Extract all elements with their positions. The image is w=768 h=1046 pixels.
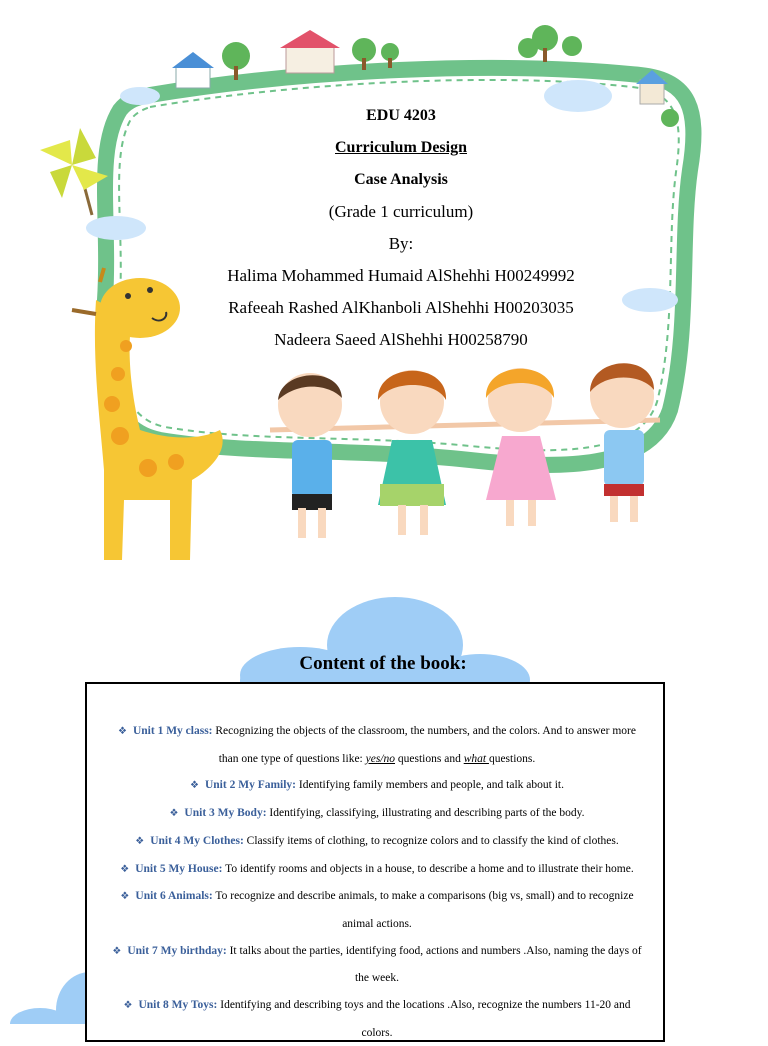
unit-text-end: questions. — [488, 752, 536, 765]
unit-label: Unit 1 My class: — [132, 725, 213, 737]
unit-label: Unit 3 My Body: — [184, 807, 267, 820]
unit-label: Unit 2 My Family: — [204, 779, 297, 792]
diamond-bullet-icon: ❖ — [135, 835, 145, 847]
unit-item — [107, 718, 647, 772]
diamond-bullet-icon: ❖ — [120, 891, 130, 903]
unit-emphasis: yes/no — [365, 752, 396, 765]
author-1: Halima Mohammed Humaid AlShehhi H00249992 — [227, 266, 575, 285]
content-heading: Content of the book: — [299, 653, 467, 674]
by-label: By: — [388, 234, 414, 253]
diamond-bullet-icon: ❖ — [118, 726, 127, 737]
unit-text-mid: questions and — [395, 752, 464, 765]
author-3: Nadeera Saeed AlShehhi H00258790 — [274, 330, 528, 349]
unit-item — [107, 992, 647, 1046]
diamond-bullet-icon: ❖ — [120, 863, 130, 875]
document-type: Case Analysis — [354, 171, 448, 188]
unit-text: To identify rooms and objects in a house, to describe a home and to illustrate their home. — [225, 862, 634, 875]
unit-label: Unit 4 My Clothes: — [150, 834, 244, 847]
unit-text: It talks about the parties, identifying food, actions and numbers .Also, naming the days of the week. — [229, 944, 642, 985]
unit-text: Classify items of clothing, to recognize colors and to classify the kind of clothes. — [246, 834, 619, 847]
unit-text: Identifying and describing toys and the locations .Also, recognize the numbers 11-20 and colors. — [220, 999, 631, 1039]
diamond-bullet-icon: ❖ — [190, 780, 199, 792]
unit-item — [107, 772, 647, 800]
unit-label: Unit 6 Animals: — [135, 890, 213, 903]
unit-item — [107, 800, 647, 828]
unit-item — [107, 938, 647, 992]
content-box — [85, 682, 665, 1042]
diamond-bullet-icon: ❖ — [169, 808, 179, 820]
unit-text: Identifying, classifying, illustrating and describing parts of the body. — [269, 807, 585, 820]
unit-text: To recognize and describe animals, to make a comparisons (big vs, small) and to recognize animal actions. — [215, 890, 634, 930]
author-2: Rafeeah Rashed AlKhanboli AlShehhi H00203035 — [228, 298, 574, 317]
unit-list — [107, 718, 647, 1046]
diamond-bullet-icon: ❖ — [123, 1000, 133, 1012]
course-code: EDU 4203 — [366, 107, 436, 124]
grade-label: (Grade 1 curriculum) — [328, 202, 474, 221]
course-name: Curriculum Design — [335, 139, 467, 156]
unit-emphasis-2: what — [463, 752, 489, 765]
cover-title-block — [150, 100, 652, 356]
unit-text: Recognizing the objects of the classroom, the numbers, and the colors. And to answer more than one type of questions like: — [215, 725, 636, 765]
unit-label: Unit 5 My House: — [135, 862, 223, 875]
unit-label: Unit 7 My birthday: — [127, 944, 227, 957]
unit-item — [107, 883, 647, 937]
unit-item — [107, 856, 647, 884]
children-holding-hands — [270, 363, 660, 538]
diamond-bullet-icon: ❖ — [112, 945, 122, 957]
unit-item — [107, 828, 647, 856]
unit-text: Identifying family members and people, and talk about it. — [298, 779, 564, 792]
unit-label: Unit 8 My Toys: — [138, 999, 218, 1012]
